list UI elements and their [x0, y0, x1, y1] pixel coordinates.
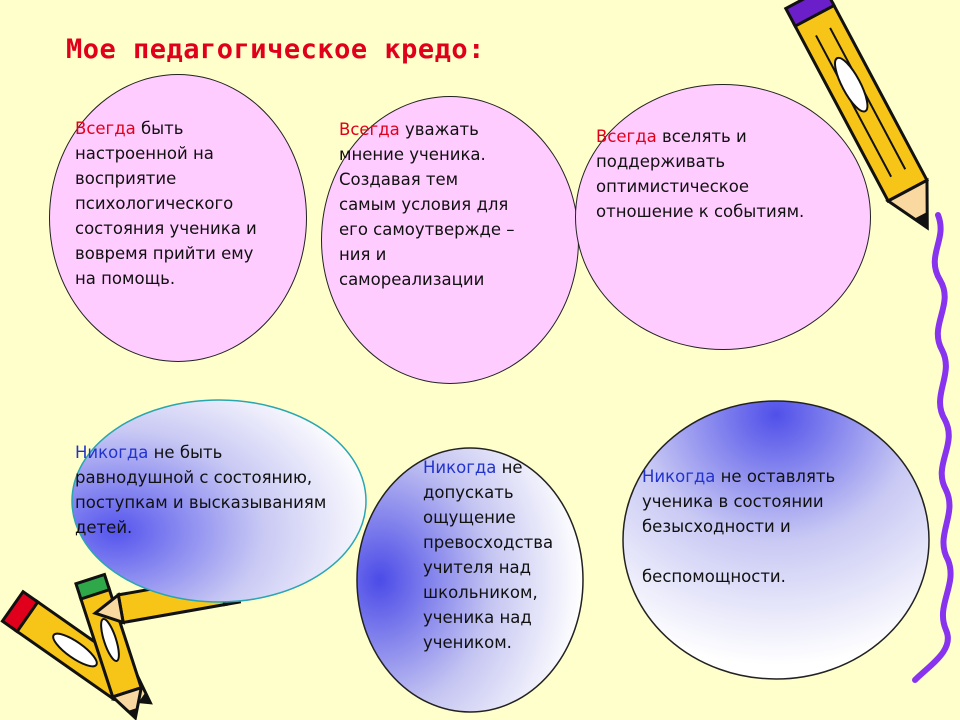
credo-item-3: Всегда вселять и поддерживать оптимистическое отношение к событиям. — [596, 127, 805, 221]
credo-item-5: Никогда не допускать ощущение превосходства учителя над школьником, ученика над учеником. — [423, 458, 554, 652]
credo-item-1: Всегда быть настроенной на восприятие психологического состояния ученика и вовремя прийти ему на помощь. — [75, 119, 257, 288]
page-title: Мое педагогическое кредо: — [66, 34, 485, 65]
credo-item-6: Никогда не оставлять ученика в состоянии безысходности и беспомощности. — [642, 467, 836, 586]
credo-item-2: Всегда уважать мнение ученика. Создавая тем самым условия для его самоутвержде – ния и самореализации — [339, 120, 515, 289]
credo-item-4: Никогда не быть равнодушной с состоянию, поступкам и высказываниям детей. — [75, 443, 327, 537]
squiggle-line — [915, 215, 951, 680]
